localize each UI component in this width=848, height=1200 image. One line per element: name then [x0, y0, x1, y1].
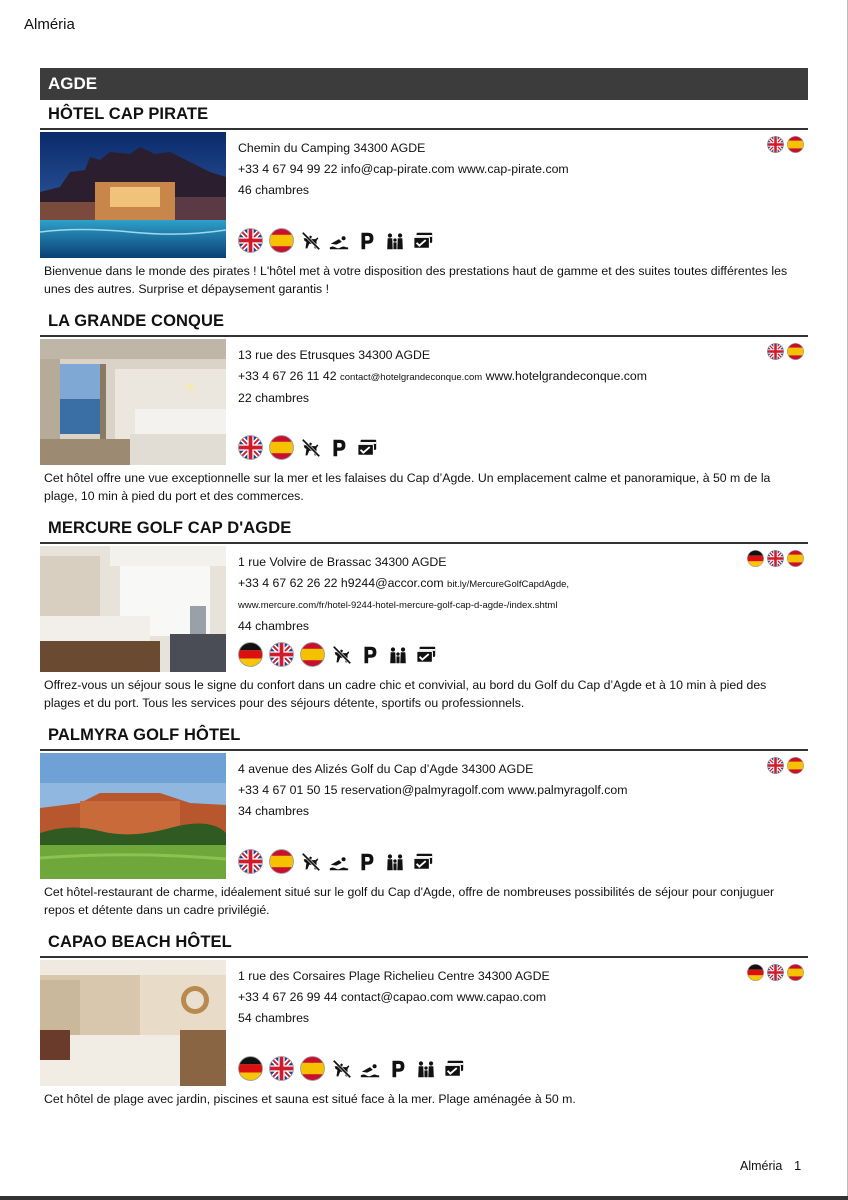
no-pets-icon [300, 851, 322, 873]
bottom-bar [0, 1196, 848, 1200]
parking-icon [387, 1058, 409, 1080]
spain-flag-icon [300, 642, 325, 667]
no-pets-icon [331, 644, 353, 666]
language-flags [747, 550, 804, 567]
hotel-contact [238, 573, 738, 595]
hotel-photo [40, 132, 226, 258]
credit-card-icon [412, 230, 434, 252]
no-pets-icon [300, 230, 322, 252]
parking-icon [359, 644, 381, 666]
page-number: 1 [794, 1158, 802, 1173]
amenity-icons [238, 1056, 465, 1081]
hotel-address: 4 avenue des Alizés Golf du Cap d’Agde 34300 AGDE [238, 762, 534, 776]
pool-icon [359, 1058, 381, 1080]
hotel-info [238, 345, 738, 409]
hotel-rooms: 34 chambres [238, 804, 310, 818]
no-pets-icon [331, 1058, 353, 1080]
germany-flag-icon [238, 1056, 263, 1081]
hotel-card-mercure-golf [40, 516, 808, 716]
section-banner: AGDE [40, 68, 808, 100]
hotel-rooms: 22 chambres [238, 391, 310, 405]
uk-flag-icon [767, 757, 784, 774]
no-pets-icon [300, 437, 322, 459]
language-flags [767, 757, 804, 774]
pool-icon [328, 230, 350, 252]
hotel-info [238, 138, 738, 201]
credit-card-icon [412, 851, 434, 873]
parking-icon [356, 230, 378, 252]
hotel-address: 1 rue Volvire de Brassac 34300 AGDE [238, 555, 447, 569]
spain-flag-icon [787, 550, 804, 567]
footer-label: Alméria [740, 1159, 783, 1173]
amenity-icons [238, 435, 378, 460]
spain-flag-icon [269, 435, 294, 460]
language-flags [767, 343, 804, 360]
hotel-contact: +33 4 67 94 99 22 info@cap-pirate.com www.cap-pirate.com [238, 162, 569, 176]
hotel-rooms: 54 chambres [238, 1011, 310, 1025]
hotel-photo [40, 960, 226, 1086]
hotel-address: 1 rue des Corsaires Plage Richelieu Centre 34300 AGDE [238, 969, 550, 983]
hotel-description: Cet hôtel de plage avec jardin, piscines et sauna est situé face à la mer. Plage aménagée à 50 m. [44, 1092, 576, 1106]
language-flags [767, 136, 804, 153]
spain-flag-icon [300, 1056, 325, 1081]
family-icon [387, 644, 409, 666]
uk-flag-icon [269, 642, 294, 667]
hotel-contact: +33 4 67 01 50 15 reservation@palmyragolf.com www.palmyragolf.com [238, 783, 628, 797]
parking-icon [356, 851, 378, 873]
family-icon [415, 1058, 437, 1080]
hotel-title: MERCURE GOLF CAP D'AGDE [48, 519, 292, 537]
hotel-title: PALMYRA GOLF HÔTEL [48, 726, 241, 744]
title-rule [40, 956, 808, 958]
amenity-icons [238, 642, 437, 667]
uk-flag-icon [767, 136, 784, 153]
hotel-description: Cet hôtel-restaurant de charme, idéalement situé sur le golf du Cap d'Agde, offre de nombreuses possibilités de séjour pour conjuguer repos et détente dans un cadre privilégié. [44, 885, 775, 917]
uk-flag-icon [767, 964, 784, 981]
hotel-card-palmyra-golf [40, 723, 808, 923]
spain-flag-icon [787, 343, 804, 360]
credit-card-icon [443, 1058, 465, 1080]
title-rule [40, 749, 808, 751]
spain-flag-icon [269, 849, 294, 874]
uk-flag-icon [767, 550, 784, 567]
hotel-rooms: 46 chambres [238, 183, 310, 197]
uk-flag-icon [238, 228, 263, 253]
hotel-phone: +33 4 67 26 11 42 [238, 369, 337, 383]
hotel-description: Bienvenue dans le monde des pirates ! L'hôtel met à votre disposition des prestations haut de gamme et des suites toutes différentes les unes des autres. Surprise et dépaysement garantis ! [44, 264, 788, 296]
title-rule [40, 335, 808, 337]
hotel-address: 13 rue des Etrusques 34300 AGDE [238, 348, 431, 362]
hotel-photo [40, 546, 226, 672]
hotel-title: HÔTEL CAP PIRATE [48, 105, 209, 123]
hotel-photo [40, 339, 226, 465]
hotel-card-capao-beach [40, 930, 808, 1130]
hotel-description: Cet hôtel offre une vue exceptionnelle sur la mer et les falaises du Cap d’Agde. Un emplacement calme et panoramique, à 50 m de la plage, 10 min à pied du port et des commerces. [44, 471, 771, 503]
credit-card-icon [415, 644, 437, 666]
spain-flag-icon [787, 136, 804, 153]
amenity-icons [238, 849, 434, 874]
page-header-title: Alméria [24, 16, 75, 33]
hotel-description: Offrez-vous un séjour sous le signe du confort dans un cadre chic et convivial, au bord du Golf du Cap d’Agde et à 10 min à pied des plages et du port. Tous les services pour des séjours détente, sportifs ou professionnels. [44, 678, 767, 710]
title-rule [40, 128, 808, 130]
hotel-photo [40, 753, 226, 879]
hotel-rooms: 44 chambres [238, 619, 310, 633]
amenity-icons [238, 228, 434, 253]
credit-card-icon [356, 437, 378, 459]
language-flags [747, 964, 804, 981]
hotel-short-link: bit.ly/MercureGolfCapdAgde, [447, 579, 570, 590]
title-rule [40, 542, 808, 544]
hotel-contact: +33 4 67 26 99 44 contact@capao.com www.capao.com [238, 990, 547, 1004]
spain-flag-icon [787, 964, 804, 981]
hotel-address: Chemin du Camping 34300 AGDE [238, 141, 426, 155]
hotel-title: LA GRANDE CONQUE [48, 312, 225, 330]
pool-icon [328, 851, 350, 873]
uk-flag-icon [238, 435, 263, 460]
spain-flag-icon [269, 228, 294, 253]
hotel-phone-email: +33 4 67 62 26 22 h9244@accor.com [238, 576, 444, 590]
uk-flag-icon [767, 343, 784, 360]
family-icon [384, 851, 406, 873]
hotel-info [238, 552, 738, 637]
parking-icon [328, 437, 350, 459]
hotel-info [238, 966, 738, 1029]
hotel-contact [238, 366, 738, 388]
hotel-info [238, 759, 738, 822]
uk-flag-icon [269, 1056, 294, 1081]
family-icon [384, 230, 406, 252]
germany-flag-icon [747, 964, 764, 981]
spain-flag-icon [787, 757, 804, 774]
hotel-title: CAPAO BEACH HÔTEL [48, 933, 232, 951]
hotel-email: contact@hotelgrandeconque.com [340, 372, 483, 383]
germany-flag-icon [238, 642, 263, 667]
uk-flag-icon [238, 849, 263, 874]
hotel-card-cap-pirate [40, 102, 808, 302]
hotel-card-la-grande-conque [40, 309, 808, 509]
hotel-website: www.mercure.com/fr/hotel-9244-hotel-mercure-golf-cap-d-agde-/index.shtml [238, 600, 558, 611]
germany-flag-icon [747, 550, 764, 567]
hotel-website: www.hotelgrandeconque.com [485, 369, 647, 383]
